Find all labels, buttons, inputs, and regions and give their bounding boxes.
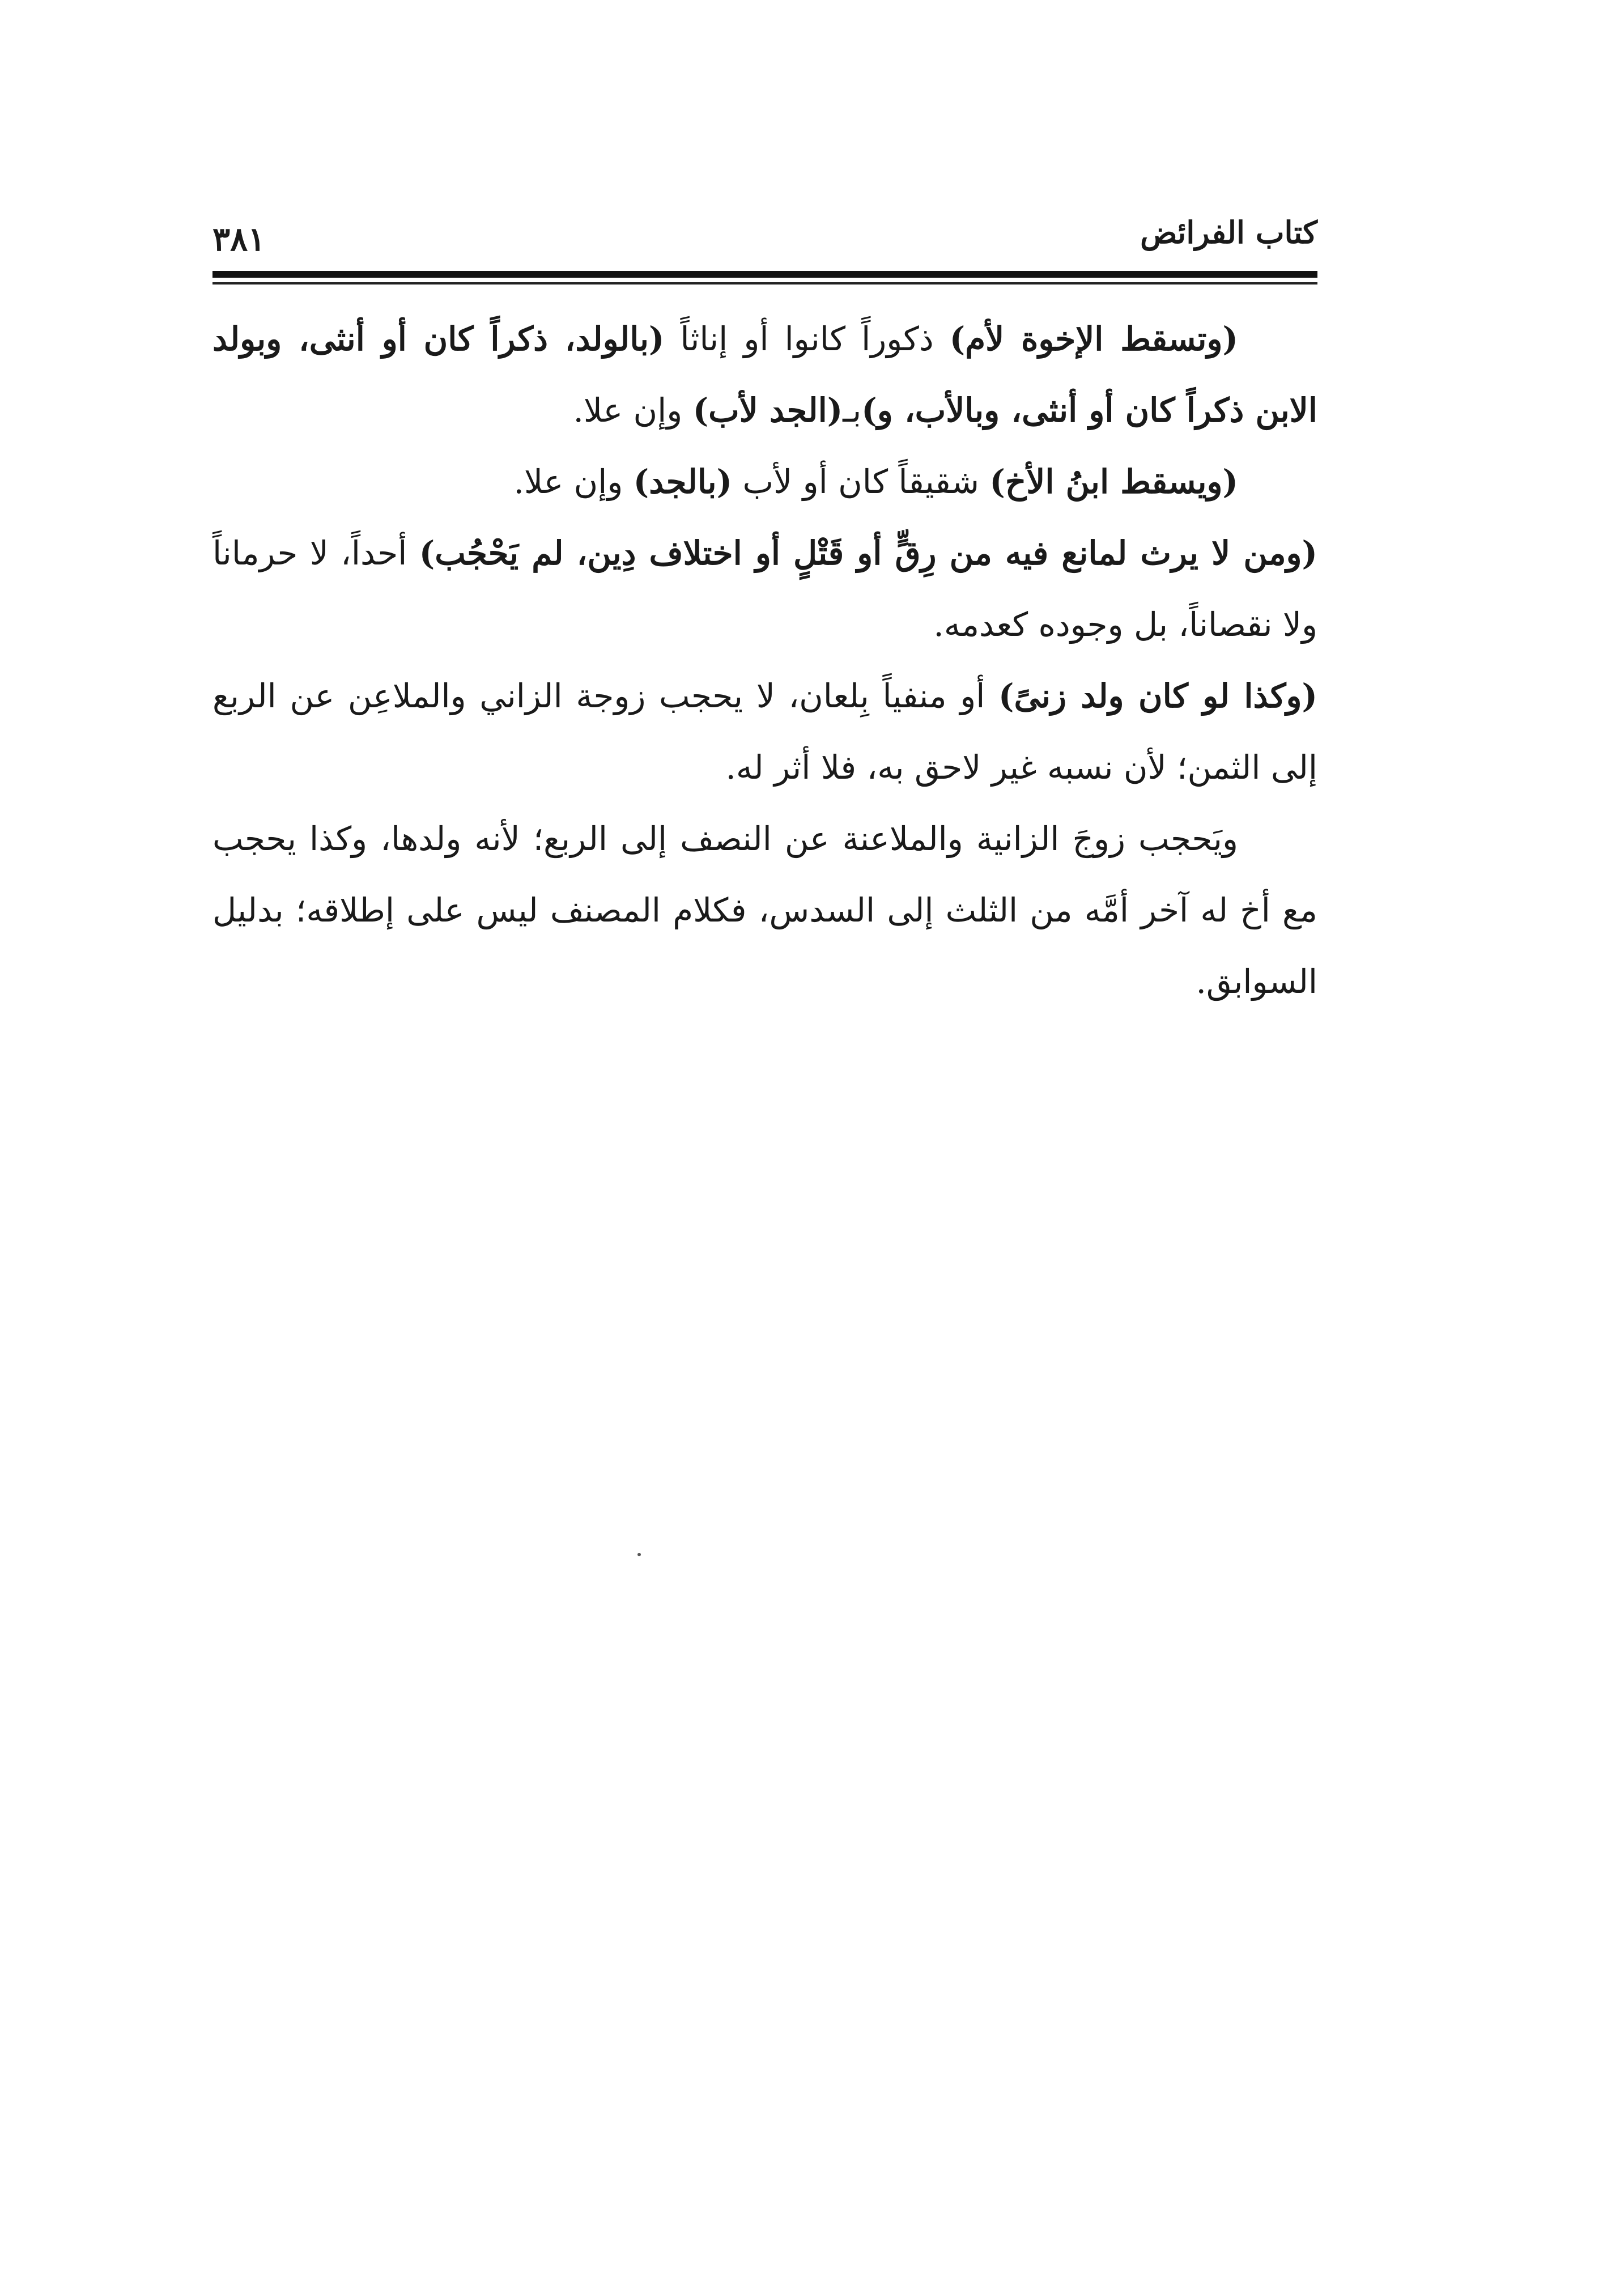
paragraph-1 xyxy=(212,303,1317,446)
body-text xyxy=(212,303,1317,1017)
sharh-text: ذكوراً كانوا أو إناثاً xyxy=(664,320,950,358)
sharh-text: ويَحجب زوجَ الزانية والملاعنة عن النصف إلى الربع؛ لأنه ولدها، وكذا يحجب مع أخ له آخر أمَّه من الثلث إلى السدس، فكلام المصنف ليس على إطلاقه؛ بدليل السوابق. xyxy=(212,819,1317,1001)
matn-text: (ومن لا يرث لمانع فيه من رِقٍّ أو قَتْلٍ أو اختلاف دِين، لم يَحْجُب) xyxy=(419,534,1317,572)
chapter-title: كتاب الفرائض xyxy=(1140,214,1317,250)
paragraph-2 xyxy=(212,446,1317,517)
sharh-text: أحداً، لا حرماناً ولا نقصاناً، بل وجوده كعدمه. xyxy=(212,534,1317,644)
matn-text: (الجد لأب) xyxy=(692,391,843,430)
paragraph-4 xyxy=(212,660,1317,803)
sharh-text: وإن علا. xyxy=(573,391,693,430)
matn-text: (بالولد، ذكراً كان أو أنثى، وبولد الابن ذكراً كان أو أنثى، وبالأب، و) xyxy=(212,320,1317,430)
page-number: ٣٨١ xyxy=(212,220,266,258)
matn-text: (وكذا لو كان ولد زنىً) xyxy=(998,677,1317,715)
header-rule-thin xyxy=(212,282,1317,284)
header-rule-thick xyxy=(212,271,1317,278)
matn-text: (بالجد) xyxy=(633,462,733,501)
sharh-text: وإن علا. xyxy=(513,462,634,501)
paragraph-5 xyxy=(212,803,1317,1017)
sharh-text: أو منفياً بِلعان، لا يحجب زوجة الزاني والملاعِن عن الربع إلى الثمن؛ لأن نسبه غير لاحق به، فلا أثر له. xyxy=(212,677,1317,787)
sharh-text: شقيقاً كان أو لأب xyxy=(732,462,990,501)
matn-text: (وتسقط الإخوة لأم) xyxy=(949,320,1238,358)
scan-speck xyxy=(637,1553,641,1556)
sharh-text: بـ xyxy=(843,391,862,430)
page-header xyxy=(212,207,1317,269)
paragraph-3 xyxy=(212,517,1317,660)
matn-text: (ويسقط ابنُ الأخ) xyxy=(989,462,1238,501)
